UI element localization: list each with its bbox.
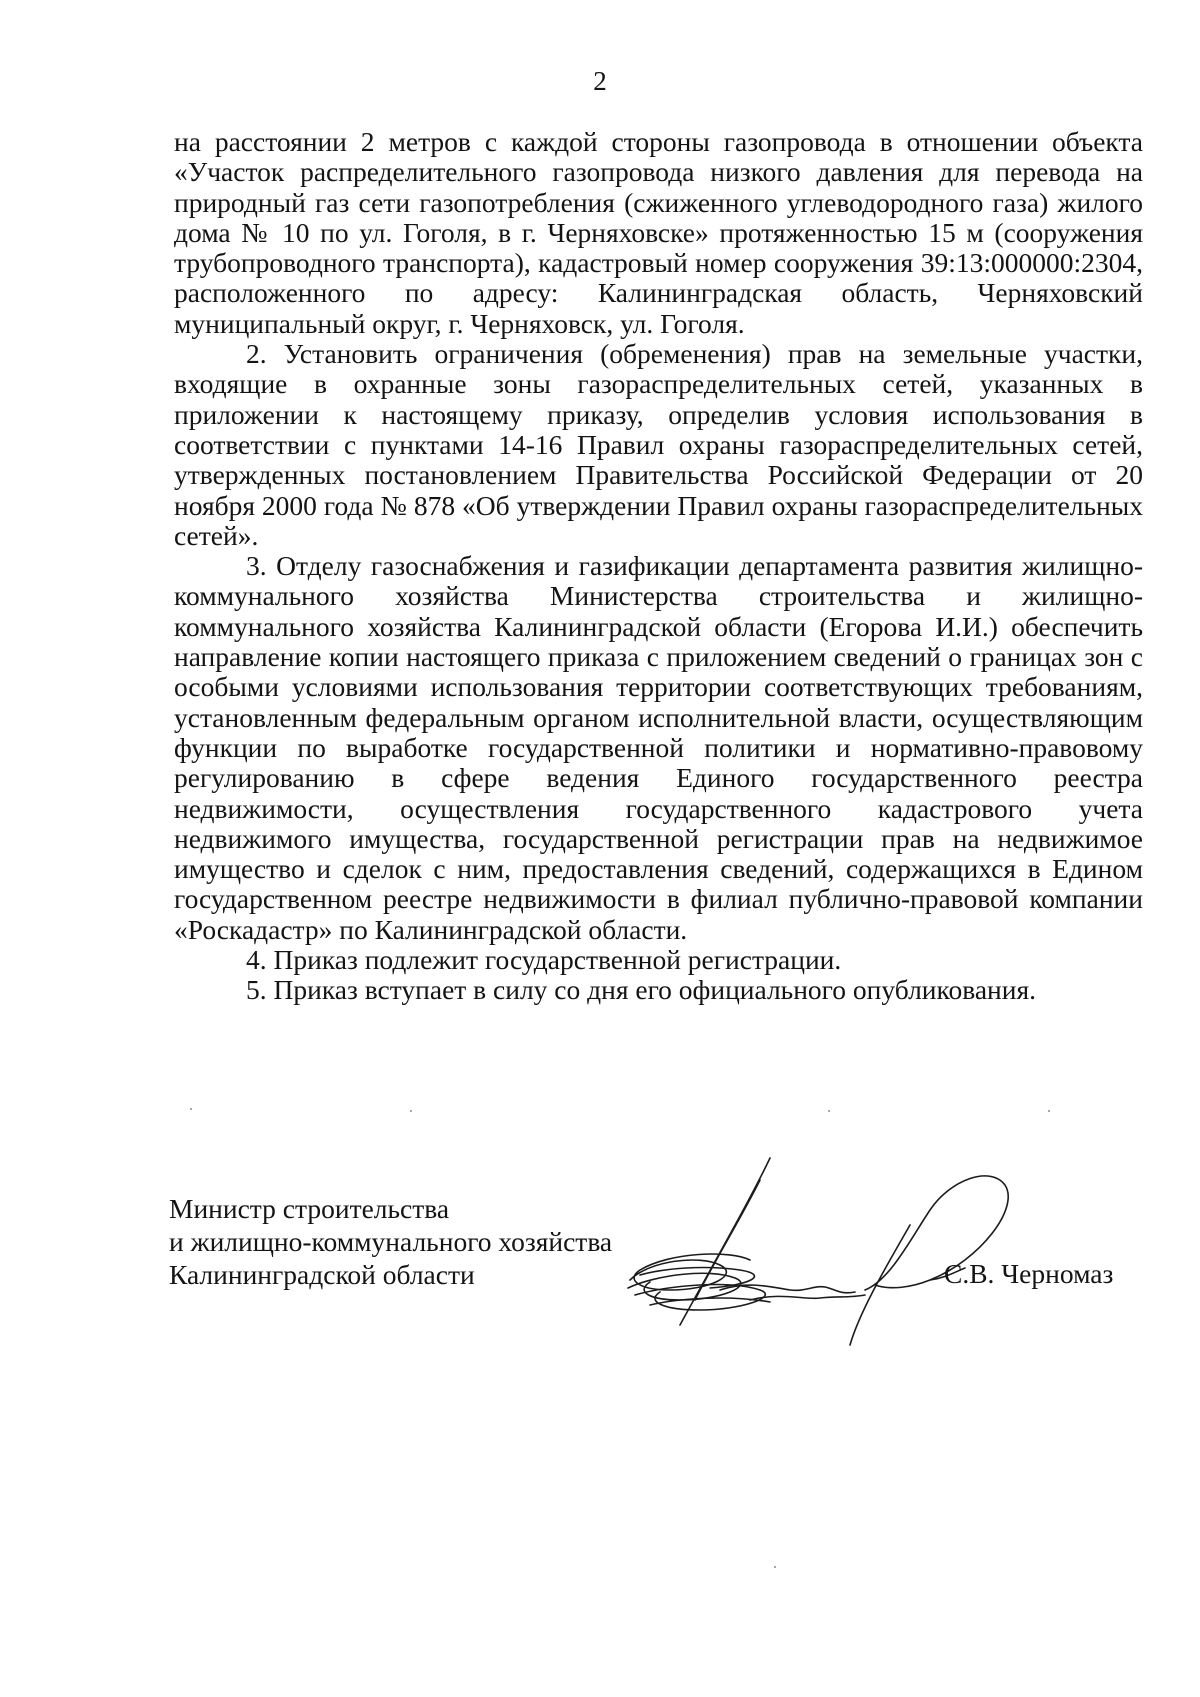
paragraph-item-5: 5. Приказ вступает в силу со дня его официального опубликования. [246, 974, 1037, 1006]
signature-stroke [695, 1180, 760, 1300]
scan-speck [190, 1108, 192, 1110]
paragraph-continuation: на расстоянии 2 метров с каждой стороны газопровода в отношении объекта «Участок распределительного газопровода низкого давления для перевода на природный газ сети газопотребления (сжиженного углеводородного газа) жилого дома № 10 по ул. Гоголя, в г. Черняховске» протяженностью 15 м (сооружения трубопроводного транспорта), кадастровый номер сооружения 39:13:000000:2304, расположенного по адресу: Калининградская область, Черняховский муниципальный округ, г. Черняховск, ул. Гоголя. [174, 126, 1143, 339]
signature-stroke [750, 1295, 865, 1300]
document-body [174, 127, 1143, 1006]
paragraph-item-3: 3. Отделу газоснабжения и газификации департамента развития жилищно-коммунального хозяйства Министерства строительства и жилищно-коммунального хозяйства Калининградской области (Егорова И.И.) обеспечить направление копии настоящего приказа с приложением сведений о границах зон с особыми условиями использования территории соответствующих требованиям, установленным федеральным органом исполнительной власти, осуществляющим функции по выработке государственной политики и нормативно-правовому регулированию в сфере ведения Единого государственного реестра недвижимости, осуществления государственного кадастрового учета недвижимого имущества, государственной регистрации прав на недвижимое имущество и сделок с ним, предоставления сведений, содержащихся в Едином государственном реестре недвижимости в филиал публично-правовой компании «Роскадастр» по Калининградской области. [174, 550, 1143, 945]
signature-stroke [720, 1285, 855, 1293]
scan-speck [828, 1110, 830, 1112]
scan-speck [1048, 1110, 1050, 1112]
scan-speck [774, 1566, 776, 1568]
signatory-position [169, 1192, 612, 1291]
scan-speck [410, 1110, 412, 1112]
paragraph-item-4: 4. Приказ подлежит государственной регистрации. [246, 944, 842, 976]
position-line: Министр строительства [169, 1193, 450, 1224]
position-line: Калининградской области [169, 1259, 475, 1290]
handwritten-signature [610, 1140, 1050, 1360]
page-number: 2 [593, 66, 607, 96]
paragraph-item-2: 2. Установить ограничения (обременения) прав на земельные участки, входящие в охранные зоны газораспределительных сетей, указанных в приложении к настоящему приказу, определив условия использования в соответствии с пунктами 14-16 Правил охраны газораспределительных сетей, утвержденных постановлением Правительства Российской Федерации от 20 ноября 2000 года № 878 «Об утверждении Правил охраны газораспределительных сетей». [174, 338, 1143, 551]
position-line: и жилищно-коммунального хозяйства [169, 1226, 613, 1257]
signature-stroke [850, 1225, 910, 1345]
signatory-name: С.В. Черномаз [944, 1258, 1114, 1289]
